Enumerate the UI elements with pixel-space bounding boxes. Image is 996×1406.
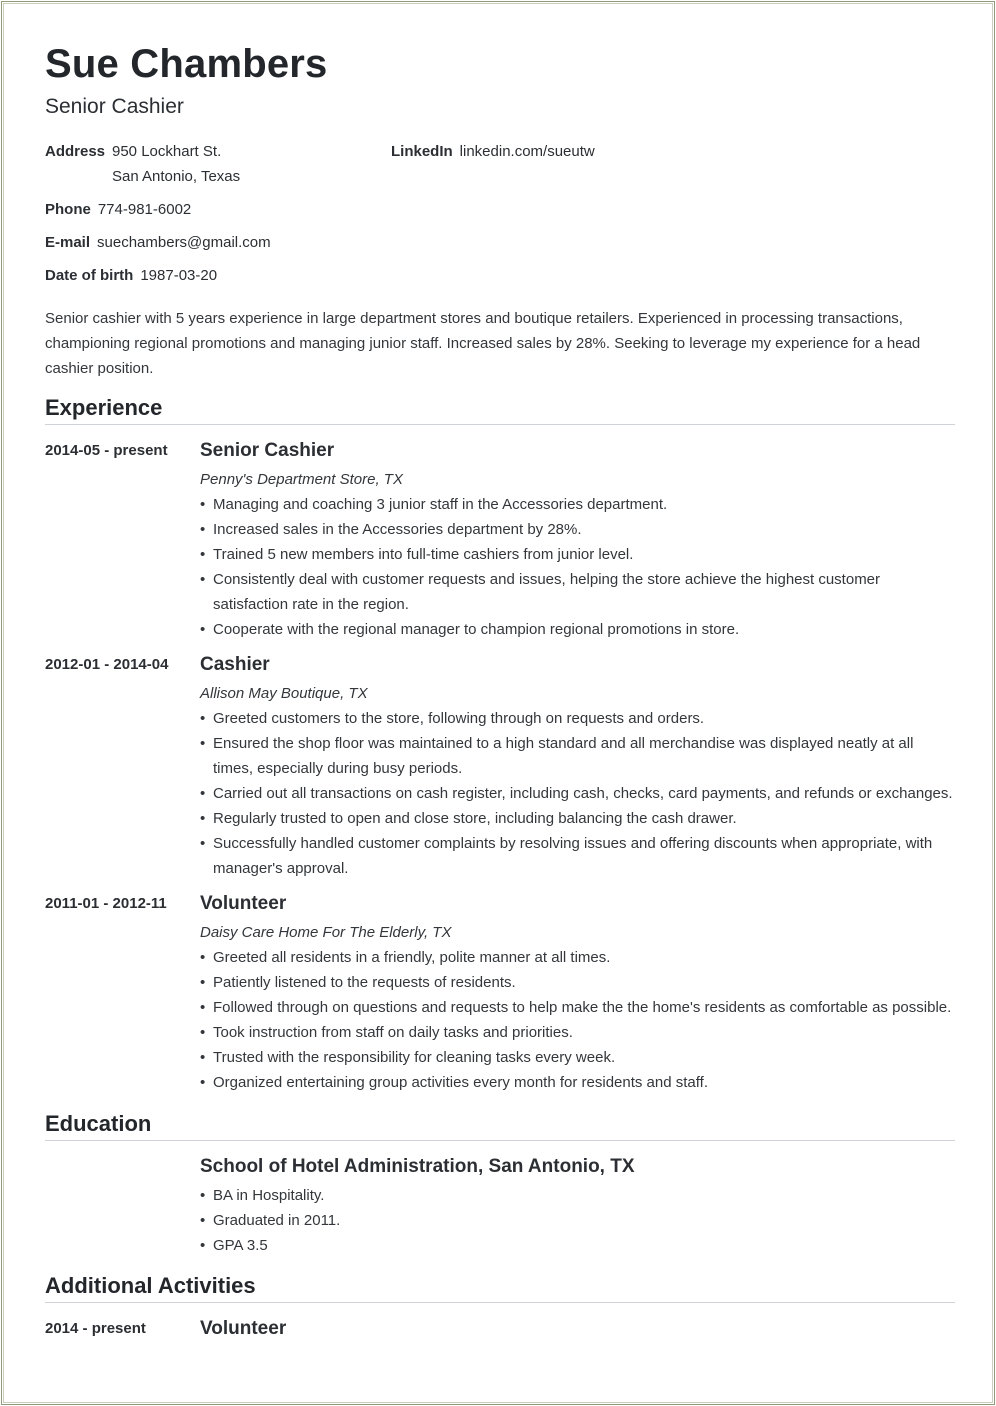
job-title: Senior Cashier [45,95,184,118]
education-bullets [200,1183,955,1258]
linkedin-value[interactable]: linkedin.com/sueutw [459,143,595,160]
bullet-item: • Cooperate with the regional manager to champion regional promotions in store. [200,617,955,642]
resume-page [45,40,955,1341]
bullet-item: • Followed through on questions and requests to help make the the home's residents as comfortable as possible. [200,995,955,1020]
email-label: E-mail [45,234,91,251]
bullet-item: • Trusted with the responsibility for cleaning tasks every week. [200,1045,955,1070]
job-entry [45,652,955,881]
dob-label: Date of birth [45,267,134,284]
activity-entry [45,1316,955,1341]
bullet-item: • Managing and coaching 3 junior staff in the Accessories department. [200,492,955,517]
linkedin-row [391,139,595,164]
address-row [45,139,112,164]
email-value[interactable]: suechambers@gmail.com [97,234,271,251]
job-dates: 2012-01 - 2014-04 [45,656,169,673]
job-role: Volunteer [200,893,287,914]
dob-value: 1987-03-20 [140,267,218,284]
address-label: Address [45,143,106,160]
phone-label: Phone [45,201,91,218]
bullet-item: • Greeted all residents in a friendly, polite manner at all times. [200,945,955,970]
bullet-item: • Consistently deal with customer requests and issues, helping the store achieve the highest customer satisfaction rate in the region. [200,567,955,617]
bullet-item: • GPA 3.5 [200,1233,955,1258]
activity-role: Volunteer [200,1318,287,1339]
linkedin-label: LinkedIn [391,143,453,160]
activity-dates: 2014 - present [45,1320,146,1337]
job-entry [45,891,955,1095]
bullet-item: • Patiently listened to the requests of residents. [200,970,955,995]
education-heading: Education [45,1111,955,1141]
bullet-item: • Ensured the shop floor was maintained to a high standard and all merchandise was displayed neatly at all times, especially during busy periods. [200,731,955,781]
job-organization: Penny's Department Store, TX [200,471,403,488]
phone-row [45,197,191,222]
email-row [45,230,271,255]
bullet-item: • Graduated in 2011. [200,1208,955,1233]
job-bullets [200,706,955,881]
bullet-item: • Carried out all transactions on cash register, including cash, checks, card payments, and refunds or exchanges. [200,781,955,806]
job-entry [45,438,955,642]
experience-heading: Experience [45,395,955,425]
candidate-name: Sue Chambers [45,42,328,86]
activities-heading: Additional Activities [45,1273,955,1303]
dob-row [45,263,217,288]
bullet-item: • Organized entertaining group activities every month for residents and staff. [200,1070,955,1095]
job-organization: Daisy Care Home For The Elderly, TX [200,924,452,941]
address-line-1: 950 Lockhart St. [112,143,222,160]
job-dates: 2011-01 - 2012-11 [45,895,167,912]
bullet-item: • Took instruction from staff on daily tasks and priorities. [200,1020,955,1045]
job-bullets [200,492,955,642]
job-dates: 2014-05 - present [45,442,168,459]
bullet-item: • Trained 5 new members into full-time cashiers from junior level. [200,542,955,567]
phone-value: 774-981-6002 [97,201,192,218]
bullet-item: • Successfully handled customer complaints by resolving issues and offering discounts when appropriate, with manager's approval. [200,831,955,881]
summary-paragraph: Senior cashier with 5 years experience in large department stores and boutique retailers. Experienced in processing transactions, championing regional promotions and managing junior staff. Increased sales by 28%. Seeking to leverage my experience for a head cashier position. [45,310,921,377]
bullet-item: • BA in Hospitality. [200,1183,955,1208]
job-role: Senior Cashier [200,440,335,461]
job-bullets [200,945,955,1095]
school-name: School of Hotel Administration, San Antonio, TX [200,1156,635,1177]
bullet-item: • Regularly trusted to open and close store, including balancing the cash drawer. [200,806,955,831]
bullet-item: • Increased sales in the Accessories department by 28%. [200,517,955,542]
page-frame [1,1,995,1405]
address-lines [112,139,240,189]
education-entry [45,1154,955,1258]
bullet-item: • Greeted customers to the store, following through on requests and orders. [200,706,955,731]
address-line-2: San Antonio, Texas [112,168,241,185]
contact-info [45,139,955,289]
job-role: Cashier [200,654,270,675]
job-organization: Allison May Boutique, TX [200,685,368,702]
